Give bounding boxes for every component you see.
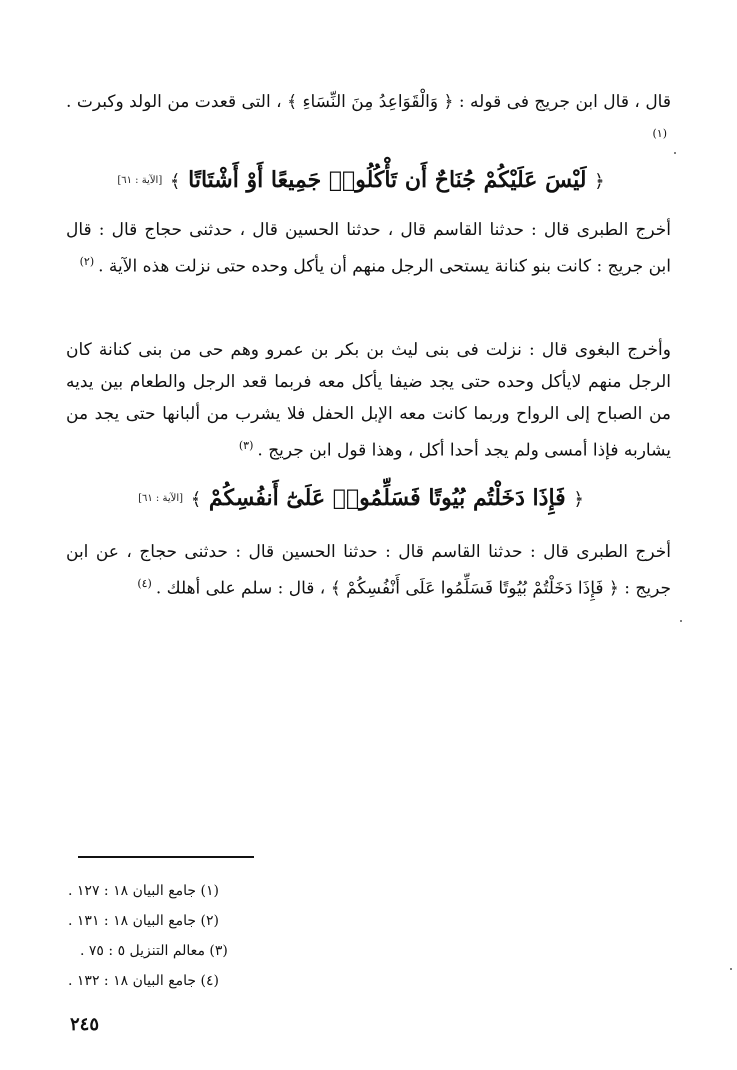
paragraph-1 xyxy=(66,86,671,155)
footnote-ref-3: (٣) xyxy=(238,439,254,452)
verse-2-close-bracket: ﴾ xyxy=(190,489,202,510)
scan-speck xyxy=(730,968,732,970)
footnote-2-text: (٢) جامع البيان ١٨ : ١٣١ . xyxy=(68,913,219,929)
footnote-4 xyxy=(68,966,328,996)
paragraph-3 xyxy=(66,334,671,467)
footnote-separator xyxy=(78,856,254,858)
paragraph-3-text: وأخرج البغوى قال : نزلت فى بنى ليث بن بكر بن عمرو وهم حى من بنى كنانة كان الرجل منهم لايأكل وحده حتى يجد ضيفا يأكل معه فربما قعد الرجل والطعام بين يديه من الصباح إلى الرواح وربما كانت معه الإبل الحفل فلا يشرب من ألبانها حتى يجد من يشاربه فإذا أمسى ولم يجد أحدا أكل ، وهذا قول ابن جريج . xyxy=(66,340,671,461)
scan-speck xyxy=(680,620,682,622)
footnote-2 xyxy=(68,906,328,936)
footnote-ref-2: (٢) xyxy=(79,255,95,268)
footnote-3-text: (٣) معالم التنزيل ٥ : ٧٥ . xyxy=(80,943,228,959)
paragraph-4 xyxy=(66,536,671,605)
footnote-1 xyxy=(68,876,328,906)
paragraph-2-text: أخرج الطبرى قال : حدثنا القاسم قال ، حدثنا الحسين قال ، حدثنى حجاج قال : قال ابن جريج : كانت بنو كنانة يستحى الرجل منهم أن يأكل وحده حتى نزلت هذه الآية . xyxy=(66,220,671,277)
verse-2-text: فَإِذَا دَخَلْتُم بُيُوتًا فَسَلِّمُوا۟ عَلَىٰٓ أَنفُسِكُمْ xyxy=(208,485,566,511)
footnote-3 xyxy=(68,936,328,966)
footnote-4-text: (٤) جامع البيان ١٨ : ١٣٢ . xyxy=(68,973,219,989)
quran-verse-1 xyxy=(81,160,641,202)
footnote-1-text: (١) جامع البيان ١٨ : ١٢٧ . xyxy=(68,883,219,899)
verse-1-open-bracket: ﴿ xyxy=(594,171,605,192)
verse-2-reference: [الآية : ٦١] xyxy=(138,493,184,504)
verse-1-text: لَيْسَ عَلَيْكُمْ جُنَاحٌ أَن تَأْكُلُوا۟ جَمِيعًا أَوْ أَشْتَاتًا xyxy=(188,167,587,193)
quran-verse-2 xyxy=(81,478,641,520)
footnote-ref-1: (١) xyxy=(652,127,667,140)
verse-1-reference: [الآية : ٦١] xyxy=(117,175,163,186)
page-number: ٢٤٥ xyxy=(70,1014,100,1035)
footnote-ref-4: (٤) xyxy=(137,577,152,590)
footnotes xyxy=(68,876,328,996)
paragraph-1-text: قال ، قال ابن جريج فى قوله : ﴿ وَالْقَوَاعِدُ مِنَ النِّسَاءِ ﴾ ، التى قعدت من الولد وكبرت . xyxy=(66,92,671,112)
scan-speck xyxy=(674,152,676,154)
paragraph-2 xyxy=(66,214,671,283)
paragraph-4-text: أخرج الطبرى قال : حدثنا القاسم قال : حدثنا الحسين قال : حدثنى حجاج ، عن ابن جريج : ﴿ فَإِذَا دَخَلْتُمْ بُيُوتًا فَسَلِّمُوا عَلَى أَنْفُسِكُمْ ﴾ ، قال : سلم على أهلك . xyxy=(66,542,671,599)
verse-1-close-bracket: ﴾ xyxy=(169,171,181,192)
verse-2-open-bracket: ﴿ xyxy=(573,489,584,510)
